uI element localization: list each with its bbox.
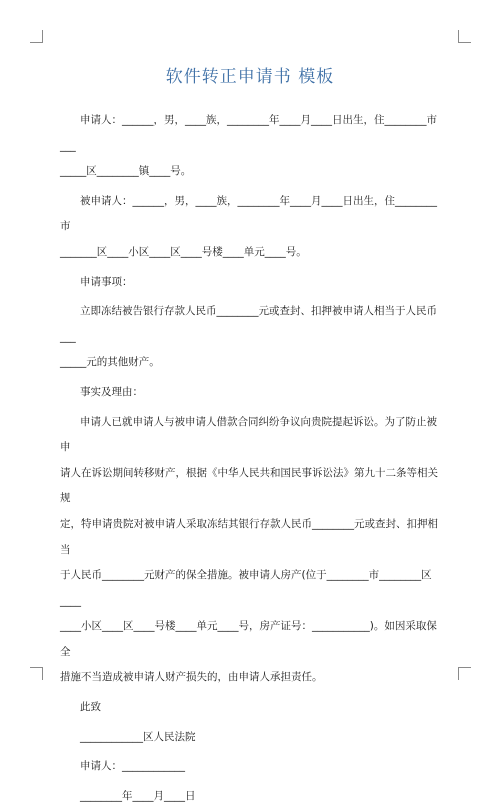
court-name-line: ____________区人民法院 <box>80 730 196 743</box>
facts-line: 申请人已就申请人与被申请人借款合同纠纷争议向贵院提起诉讼。为了防止被申 <box>60 415 437 454</box>
facts-line: ____小区____区____号楼____单元____号，房产证号：___________)。如因采取保全 <box>60 620 437 658</box>
facts-line: 定，特申请贵院对被申请人采取冻结其银行存款人民币________元或查封、扣押相当 <box>60 517 438 556</box>
facts-line: 措施不当造成被申请人财产损失的，由申请人承担责任。 <box>60 671 323 684</box>
crop-mark-top-left <box>30 30 43 43</box>
date-line: ________年____月____日 <box>80 789 196 802</box>
respondent-info-line-1: 被申请人：______，男，____族，________年____月____日出生，住________市 <box>60 194 437 233</box>
matters-heading: 申请事项： <box>80 275 133 288</box>
document-title: 软件转正申请书 模板 <box>165 67 335 87</box>
respondent-info-line-2: _______区____小区____区____号楼____单元____号。 <box>60 245 307 258</box>
crop-mark-bottom-right <box>458 667 471 680</box>
facts-line: 于人民币________元财产的保全措施。被申请人房产(位于________市________区____ <box>60 569 432 607</box>
matters-line-2: _____元的其他财产。 <box>60 356 160 369</box>
applicant-info-line-2: _____区________镇____号。 <box>60 165 192 178</box>
matters-line-1: 立即冻结被告银行存款人民币________元或查封、扣押被申请人相当于人民币___ <box>60 305 437 343</box>
closing-salutation: 此致 <box>80 701 101 714</box>
crop-mark-bottom-left <box>30 667 43 680</box>
crop-mark-top-right <box>458 30 471 43</box>
facts-line: 请人在诉讼期间转移财产，根据《中华人民共和国民事诉讼法》第九十二条等相关规 <box>60 466 438 505</box>
applicant-info-line-1: 申请人：______，男，____族，________年____月____日出生，住________市___ <box>60 114 437 152</box>
facts-heading: 事实及理由： <box>80 385 143 398</box>
signature-line: 申请人：____________ <box>80 760 185 773</box>
document-body <box>60 108 444 809</box>
